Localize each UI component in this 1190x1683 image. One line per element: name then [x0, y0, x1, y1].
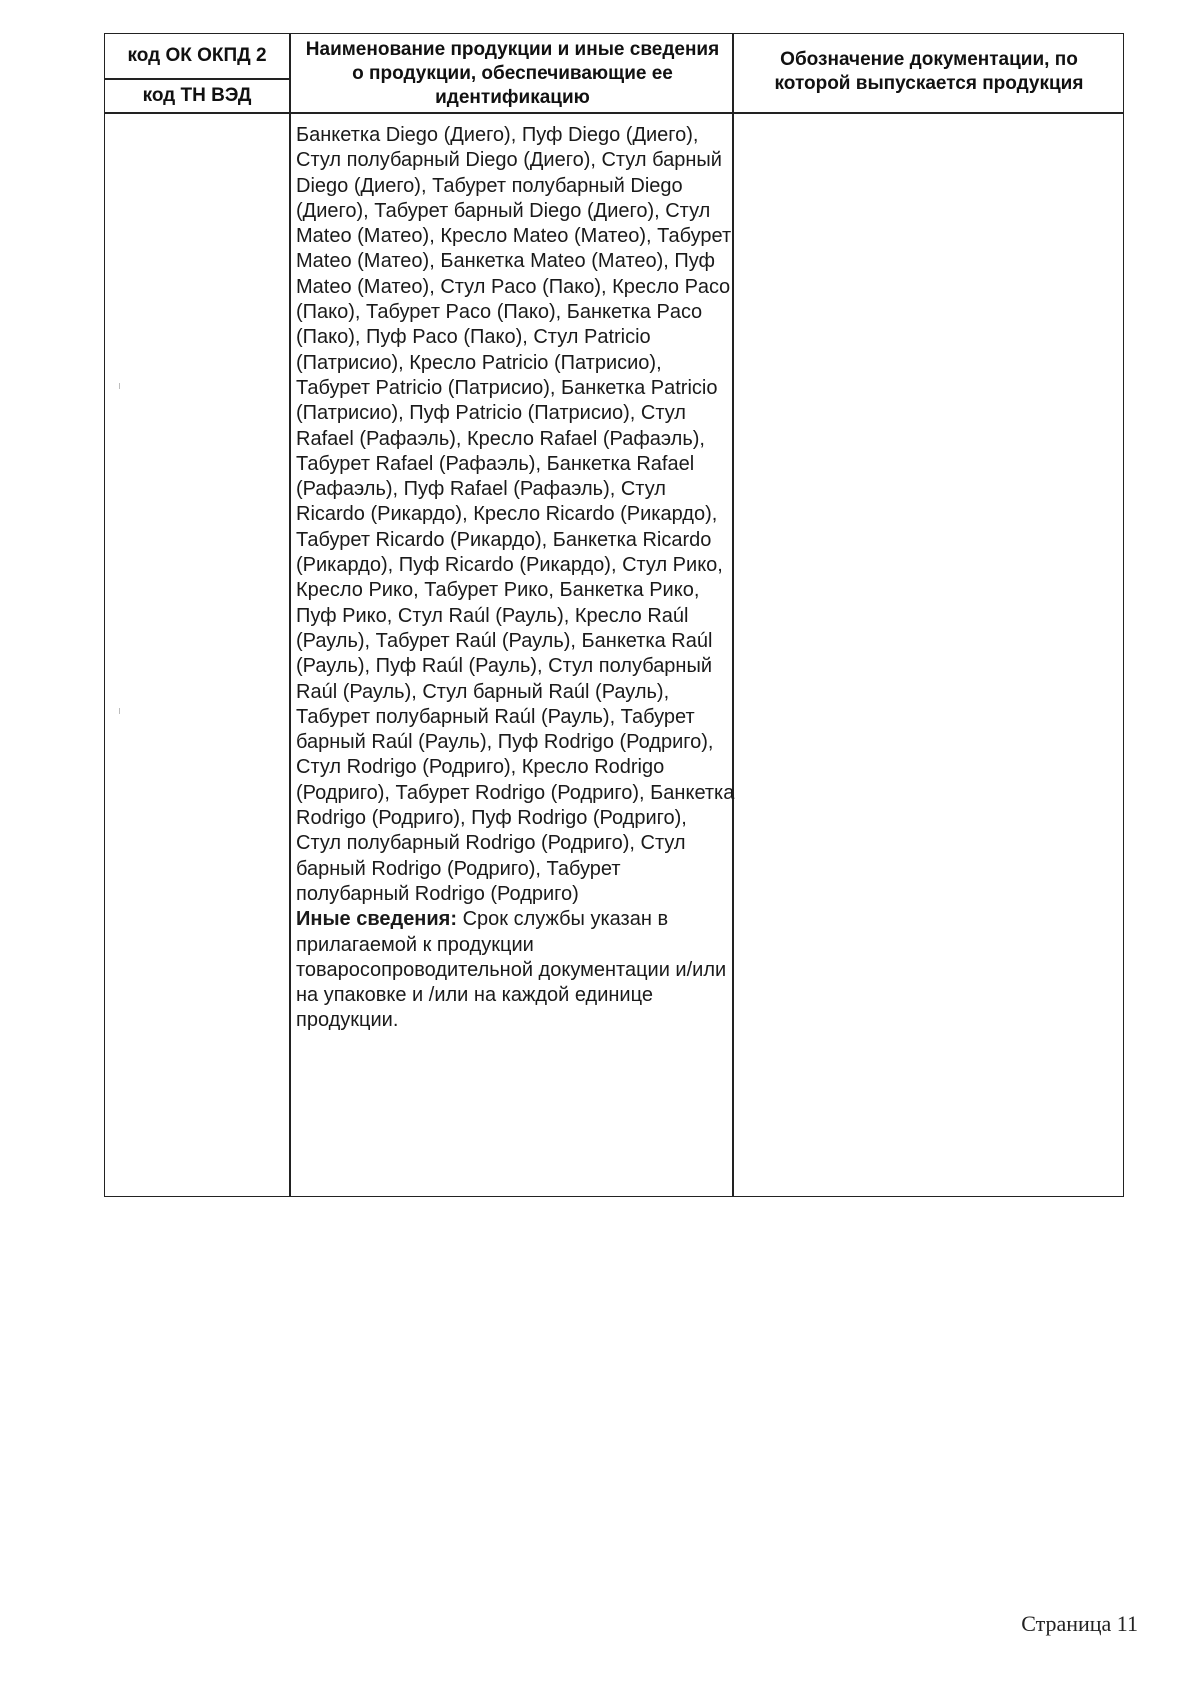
header-bottom-border: [104, 112, 1124, 114]
other-info-text: Срок службы указан в прилагаемой к продукции товаросопроводительной документации и/или на упаковке и /или на каждой единице продукции.: [296, 908, 727, 1032]
scan-mark: ı: [118, 705, 122, 717]
header-okpd-code: код ОК ОКПД 2: [127, 45, 267, 66]
header-product-name: Наименование продукции и иные сведения о продукции, обеспечивающие ее идентификацию: [305, 39, 720, 108]
header-tnved-code: код ТН ВЭД: [142, 85, 252, 106]
page-number: Страница 11: [1021, 1611, 1138, 1636]
col1-header-divider: [104, 78, 290, 80]
product-list-cell: [296, 123, 736, 1034]
product-list-text: Банкетка Diego (Диего), Пуф Diego (Диего), Стул полубарный Diego (Диего), Стул барный Diego (Диего), Табурет полубарный Diego (Диего), Табурет барный Diego (Диего), Стул Mateo (Матео), Кресло Mateo (Матео), Табурет Mateo (Матео), Банкетка Mateo (Матео), Пуф Mateo (Матео), Стул Paco (Пако), Кресло Paco (Пако), Табурет Paco (Пако), Банкетка Paco (Пако), Пуф Paco (Пако), Стул Patricio (Патрисио), Кресло Patricio (Патрисио), Табурет Patricio (Патрисио), Банкетка Patricio (Патрисио), Пуф Patricio (Патрисио), Стул Rafael (Рафаэль), Кресло Rafael (Рафаэль), Табурет Rafael (Рафаэль), Банкетка Rafael (Рафаэль), Пуф Rafael (Рафаэль), Стул Ricardo (Рикардо), Кресло Ricardo (Рикардо), Табурет Ricardo (Рикардо), Банкетка Ricardo (Рикардо), Пуф Ricardo (Рикардо), Стул Рико, Кресло Рико, Табурет Рико, Банкетка Рико, Пуф Рико, Стул Raúl (Рауль), Кресло Raúl (Рауль), Табурет Raúl (Рауль), Банкетка Raúl (Рауль), Пуф Raúl (Рауль), Стул полубарный Raúl (Рауль), Стул барный Raúl (Рауль), Табурет полубарный Raúl (Рауль), Табурет барный Raúl (Рауль), Пуф Rodrigo (Родриго), Стул Rodrigo (Родриго), Кресло Rodrigo (Родриго), Табурет Rodrigo (Родриго), Банкетка Rodrigo (Родриго), Пуф Rodrigo (Родриго), Стул полубарный Rodrigo (Родриго), Стул барный Rodrigo (Родриго), Табурет полубарный Rodrigo (Родриго): [296, 124, 735, 905]
header-documentation: Обозначение документации, по которой выпускается продукция: [774, 49, 1084, 94]
column-divider-1: [289, 33, 291, 1197]
other-info-label: Иные сведения:: [296, 908, 458, 931]
scan-mark: ı: [118, 380, 122, 392]
